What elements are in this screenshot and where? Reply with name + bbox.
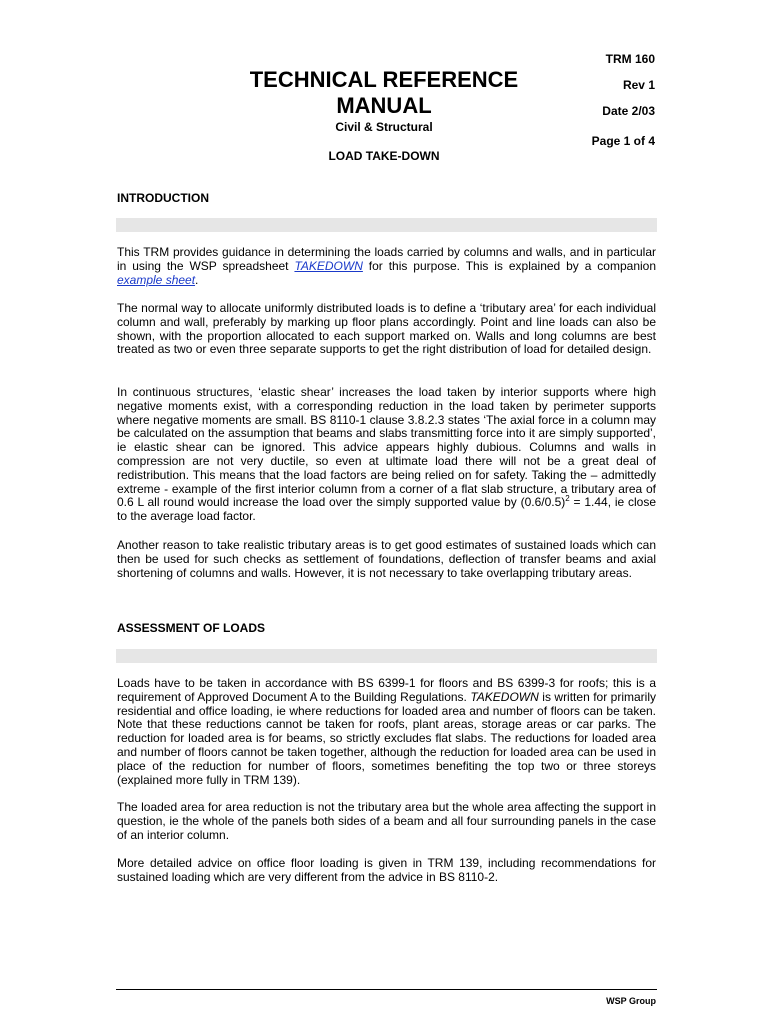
intro-p1-text-b: for this purpose. This is explained by a companion	[362, 258, 657, 273]
intro-p1-text-a: This TRM provides guidance in determining the loads carried by columns and walls, and in particular in using the WSP spreadsheet	[117, 245, 656, 273]
takedown-link[interactable]: TAKEDOWN	[294, 258, 363, 273]
footer-company: WSP Group	[606, 996, 656, 1006]
document-title-line2: MANUAL	[336, 93, 432, 118]
footer-rule	[116, 989, 657, 990]
exponent: 2	[565, 494, 570, 504]
intro-paragraph-4: Another reason to take realistic tributary areas is to get good estimates of sustained loads which can then be used for such checks as settlement of foundations, deflection of transfer beams and axial shortening of columns and walls. However, it is not necessary to take overlapping tributary areas.	[117, 538, 656, 580]
assess-paragraph-1	[117, 677, 656, 787]
assess-paragraph-3: More detailed advice on office floor loading is given in TRM 139, including recommendations for sustained loading which are very different from the advice in BS 8110-2.	[117, 856, 656, 884]
date-label: Date 2/03	[602, 104, 655, 118]
intro-paragraph-2: The normal way to allocate uniformly distributed loads is to define a ‘tributary area’ for each individual column and wall, preferably by marking up floor plans accordingly. Point and line loads can also be shown, with the proportion allocated to each support marked on. Walls and long columns are best treated as two or even three separate supports to get the right distribution of load for detailed design.	[117, 301, 656, 357]
document-number: TRM 160	[605, 52, 655, 66]
assess-p1-text-a: Loads have to be taken in accordance with BS 6399-1 for floors and BS 6399-3 for roofs; this is a requirement of Approved Document A to the Building Regulations.	[117, 676, 656, 704]
document-title-line1: TECHNICAL REFERENCE	[249, 67, 519, 92]
example-sheet-link[interactable]: example sheet	[117, 272, 196, 287]
intro-p3-text-a: In continuous structures, ‘elastic shear’ increases the load taken by interior supports where high negative moments exist, with a corresponding reduction in the load taken by perimeter supports where negative moments are small. BS 8110-1 clause 3.8.2.3 states ‘The axial force in a column may be calculated on the assumption that beams and slabs transmitting force into it are simply supported’, ie elastic shear can be ignored. This advice appears highly dubious. Columns and walls in compression are not very ductile, so even at ultimate load there will not be a great deal of redistribution. This means that the load factors are being relied on for safety. Taking the – admittedly extreme - example of the first interior column from a corner of a flat slab structure, a tributary area of 0.6 L all round would increase the load over the simply supported value by (0.6/0.5)	[117, 385, 656, 510]
document-subtitle: Civil & Structural	[335, 120, 433, 134]
page-number: Page 1 of 4	[591, 134, 655, 148]
intro-paragraph-1	[117, 246, 656, 287]
assess-p1-text-b: is written for primarily residential and office loading, ie where reductions for loaded area and number of floors can be taken. Note that these reductions cannot be taken for roofs, plant areas, storage areas or car parks. The reduction for loaded area is for beams, so strictly excludes flat slabs. The reductions for loaded area and number of floors cannot be taken together, although the reduction for loaded area can be used in place of the reduction for number of floors, sometimes benefiting the top two or three storeys (explained more fully in TRM 139).	[117, 689, 657, 787]
assess-paragraph-2: The loaded area for area reduction is not the tributary area but the whole area affecting the support in question, ie the whole of the panels both sides of a beam and all four surrounding panels in the case of an interior column.	[117, 800, 656, 842]
section-heading-assessment: ASSESSMENT OF LOADS	[117, 621, 266, 635]
intro-paragraph-3	[117, 386, 656, 524]
intro-p1-text-c: .	[195, 272, 199, 287]
document-topic: LOAD TAKE-DOWN	[328, 149, 440, 163]
section-divider-bar	[116, 218, 657, 232]
takedown-emphasis: TAKEDOWN	[470, 689, 539, 704]
intro-p3-text-b: = 1.44, ie close to the average load factor.	[117, 495, 656, 524]
section-divider-bar	[116, 649, 657, 663]
revision-label: Rev 1	[622, 78, 655, 92]
section-heading-introduction: INTRODUCTION	[117, 191, 209, 205]
